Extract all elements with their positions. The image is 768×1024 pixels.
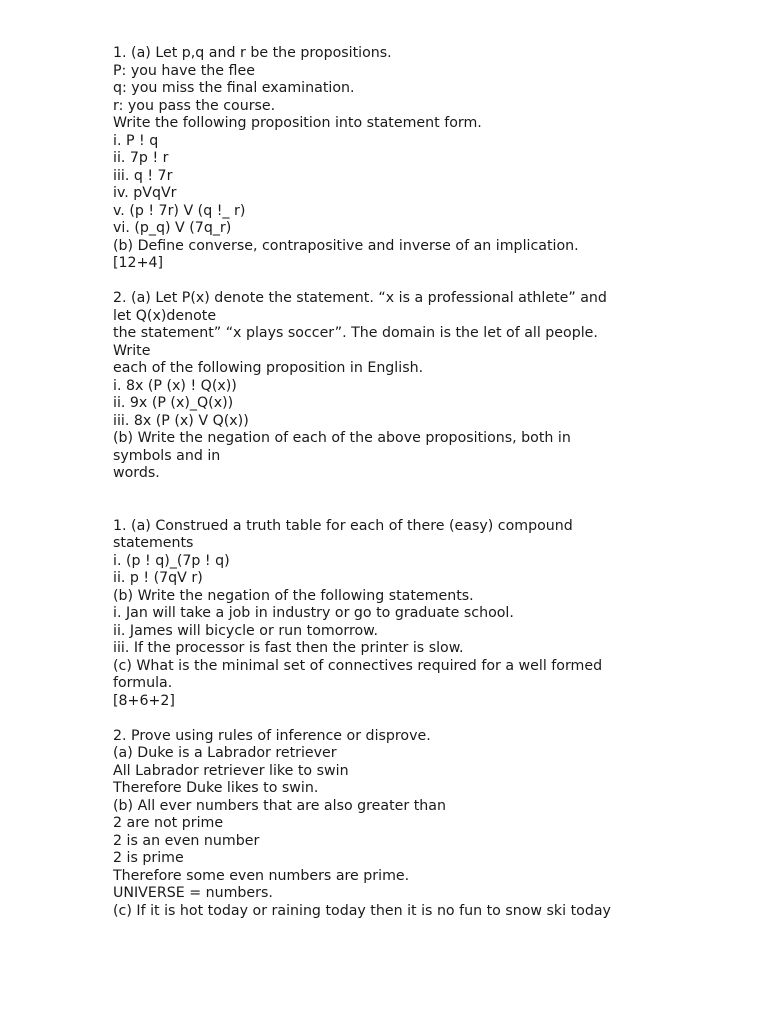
text-line: i. Jan will take a job in industry or go to graduate school. <box>113 605 514 621</box>
text-line: i. 8x (P (x) ! Q(x)) <box>113 377 237 394</box>
text-line: each of the following proposition in English. <box>113 360 424 376</box>
text-line: 2. Prove using rules of inference or disprove. <box>113 727 431 744</box>
question-1-block <box>113 45 753 273</box>
text-line: (a) Duke is a Labrador retriever <box>113 745 337 761</box>
text-line: All Labrador retriever like to swin <box>113 762 349 779</box>
text-line: formula. <box>113 675 173 691</box>
text-line: 2 are not prime <box>113 815 224 831</box>
text-line: i. P ! q <box>113 132 159 149</box>
spacer <box>113 710 753 728</box>
text-line: Write the following proposition into statement form. <box>113 115 482 131</box>
text-line: 1. (a) Let p,q and r be the propositions. <box>113 45 392 61</box>
text-line: Therefore some even numbers are prime. <box>113 867 410 884</box>
text-line: vi. (p_q) V (7q_r) <box>113 220 232 236</box>
text-line: statements <box>113 535 194 551</box>
text-line: ii. 7p ! r <box>113 150 169 166</box>
text-line: 1. (a) Construed a truth table for each of there (easy) compound <box>113 517 573 534</box>
text-line: i. (p ! q)_(7p ! q) <box>113 552 230 569</box>
question-2-block <box>113 290 753 483</box>
text-line: v. (p ! 7r) V (q !_ r) <box>113 202 246 219</box>
text-line: Write <box>113 342 151 359</box>
spacer <box>113 273 753 291</box>
text-line: 2 is an even number <box>113 832 260 849</box>
text-line: (b) Write the negation of the following statements. <box>113 587 474 604</box>
document-page <box>113 45 753 920</box>
text-line: iii. 8x (P (x) V Q(x)) <box>113 412 249 429</box>
text-line: (c) What is the minimal set of connectives required for a well formed <box>113 657 603 674</box>
text-line: (b) Define converse, contrapositive and inverse of an implication. <box>113 237 579 254</box>
text-line: 2 is prime <box>113 850 184 866</box>
text-line: words. <box>113 465 160 481</box>
marks-line: [12+4] <box>113 255 164 271</box>
text-line: Therefore Duke likes to swin. <box>113 780 319 796</box>
question-2-set2-block <box>113 728 753 921</box>
spacer <box>113 483 753 518</box>
text-line: q: you miss the final examination. <box>113 80 355 96</box>
text-line: 2. (a) Let P(x) denote the statement. “x is a professional athlete” and <box>113 290 607 306</box>
text-line: (b) Write the negation of each of the above propositions, both in <box>113 430 571 446</box>
text-line: the statement” “x plays soccer”. The domain is the let of all people. <box>113 325 598 341</box>
text-line: ii. 9x (P (x)_Q(x)) <box>113 395 234 411</box>
text-line: P: you have the flee <box>113 62 255 79</box>
question-1-set2-block <box>113 518 753 711</box>
marks-line: [8+6+2] <box>113 692 175 709</box>
text-line: iii. If the processor is fast then the printer is slow. <box>113 640 464 656</box>
text-line: r: you pass the course. <box>113 97 276 114</box>
text-line: iii. q ! 7r <box>113 167 173 184</box>
text-line: let Q(x)denote <box>113 307 217 324</box>
text-line: symbols and in <box>113 447 221 464</box>
text-line: (c) If it is hot today or raining today then it is no fun to snow ski today <box>113 902 611 919</box>
text-line: iv. pVqVr <box>113 185 177 201</box>
text-line: ii. p ! (7qV r) <box>113 570 203 586</box>
text-line: (b) All ever numbers that are also greater than <box>113 797 446 814</box>
text-line: UNIVERSE = numbers. <box>113 885 273 901</box>
text-line: ii. James will bicycle or run tomorrow. <box>113 622 378 639</box>
